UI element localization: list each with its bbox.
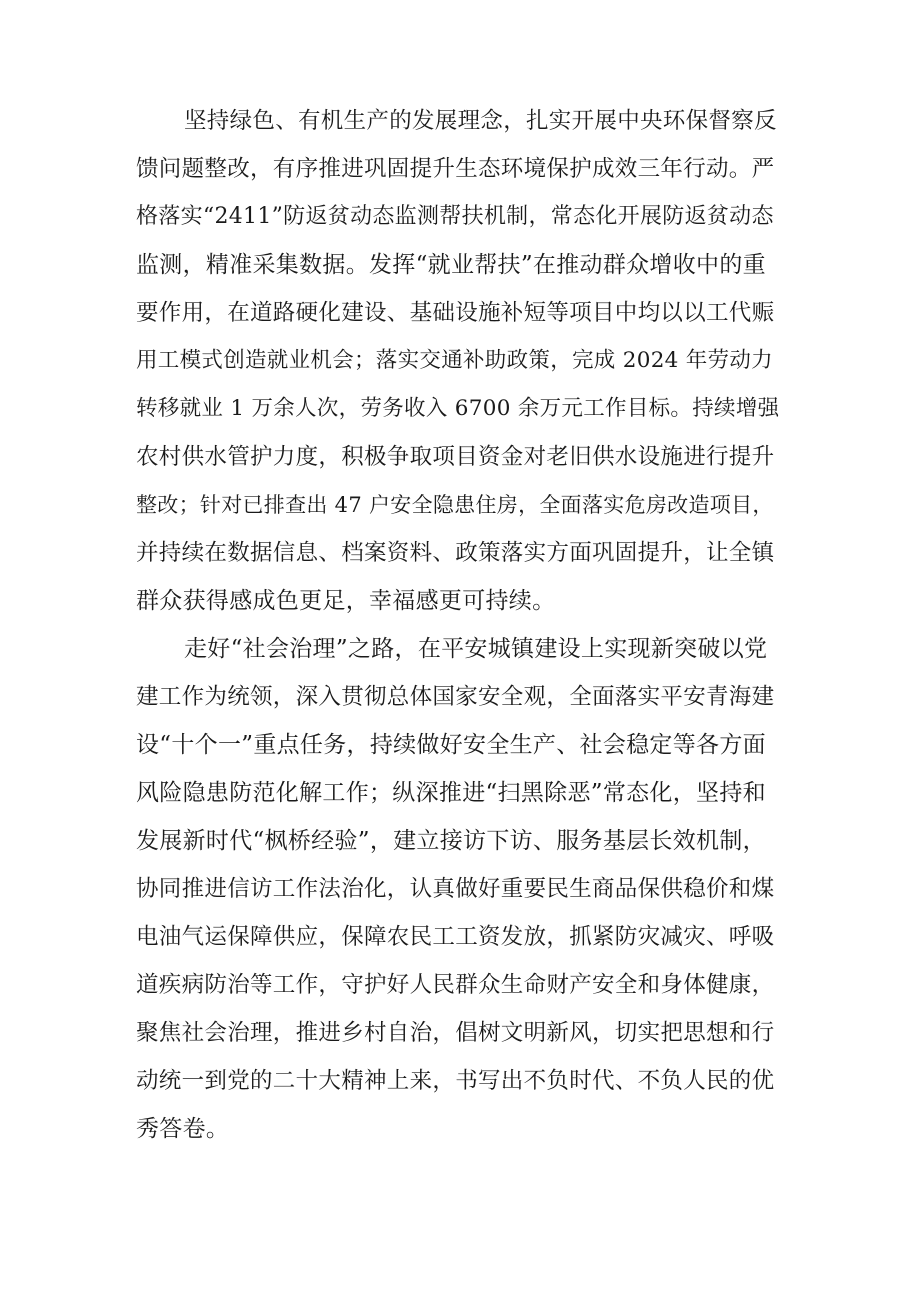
paragraph-line: 整改；针对已排查出 47 户安全隐患住房，全面落实危房改造项目， — [136, 493, 774, 517]
paragraph-line: 风险隐患防范化解工作；纵深推进“扫黑除恶”常态化，坚持和 — [136, 780, 766, 806]
paragraph-line: 道疾病防治等工作，守护好人民群众生命财产安全和身体健康， — [136, 972, 775, 998]
paragraph-line: 电油气运保障供应，保障农民工工资发放，抓紧防灾减灾、呼吸 — [136, 924, 775, 950]
paragraph-line: 农村供水管护力度，积极争取项目资金对老旧供水设施进行提升 — [136, 444, 775, 470]
paragraph-line: 并持续在数据信息、档案资料、政策落实方面巩固提升，让全镇 — [136, 540, 775, 566]
paragraph-line: 要作用，在道路硬化建设、基础设施补短等项目中均以以工代赈 — [136, 300, 775, 326]
paragraph-line: 坚持绿色、有机生产的发展理念，扎实开展中央环保督察反 — [184, 108, 777, 134]
paragraph-line: 格落实“2411”防返贫动态监测帮扶机制，常态化开展防返贫动态 — [136, 204, 774, 229]
paragraph-line: 聚焦社会治理，推进乡村自治，倡树文明新风，切实把思想和行 — [136, 1020, 775, 1046]
paragraph-line: 设“十个一”重点任务，持续做好安全生产、社会稳定等各方面 — [136, 732, 766, 758]
paragraph-line: 建工作为统领，深入贯彻总体国家安全观，全面落实平安青海建 — [136, 684, 775, 710]
paragraph-line: 发展新时代“枫桥经验”，建立接访下访、服务基层长效机制， — [136, 828, 766, 854]
paragraph-line: 用工模式创造就业机会；落实交通补助政策，完成 2024 年劳动力 — [136, 348, 773, 373]
paragraph-line: 秀答卷。 — [136, 1116, 230, 1142]
paragraph-line: 转移就业 1 万余人次，劳务收入 6700 余万元工作目标。持续增强 — [136, 396, 780, 421]
paragraph-line: 馈问题整改，有序推进巩固提升生态环境保护成效三年行动。严 — [136, 156, 775, 182]
paragraph-line: 走好“社会治理”之路，在平安城镇建设上实现新突破以党 — [184, 636, 768, 662]
paragraph-line: 动统一到党的二十大精神上来，书写出不负时代、不负人民的优 — [136, 1068, 775, 1094]
paragraph-line: 协同推进信访工作法治化，认真做好重要民生商品保供稳价和煤 — [136, 876, 775, 902]
paragraph-line: 监测，精准采集数据。发挥“就业帮扶”在推动群众增收中的重 — [136, 252, 766, 278]
paragraph-line: 群众获得感成色更足，幸福感更可持续。 — [136, 588, 556, 614]
